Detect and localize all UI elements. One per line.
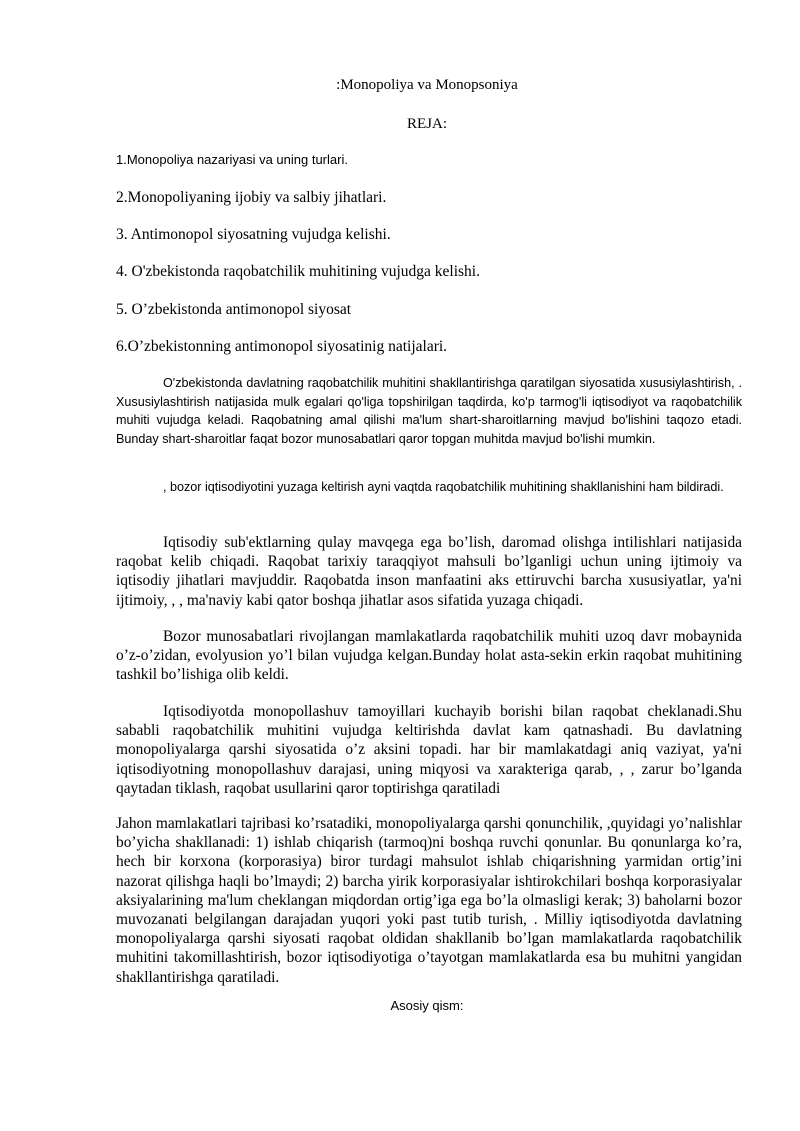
document-title: :Monopoliya va Monopsoniya [336, 77, 518, 93]
paragraph-3: Iqtisodiy sub'ektlarning qulay mavqega ega bo’lish, daromad olishga intilishlari natijasida raqobat kelib chiqadi. Raqobat tarixiy taraqqiyot mahsuli bo’lganligi uchun uning ijtimoiy va iqtisodiy jihatlari mavjuddir. Raqobatda inson manfaatini aks ettiruvchi barcha xususiyatlar, ya'ni ijtimoiy, , , ma'naviy kabi qator boshqa jihatlar asos sifatida yuzaga chiqadi. [116, 534, 742, 609]
paragraph-2: , bozor iqtisodiyotini yuzaga keltirish ayni vaqtda raqobatchilik muhitining shakllanishini ham bildiradi. [163, 480, 724, 494]
paragraph-5: Iqtisodiyotda monopollashuv tamoyillari kuchayib borishi bilan raqobat cheklanadi.Shu sababli raqobatchilik muhitini vujudga keltirishda davlat kam qatnashadi. Bu davlatning monopoliyalarga qarshi siyosatida o’z aksini topadi. har bir mamlakatdagi aniq vaziyat, ya'ni iqtisodiyotning monopollashuv darajasi, uning miqyosi va xarakteriga qarab, , , zarur bo’lganda qaytadan tiklash, raqobat usullarini qaror toptirishga qaratiladi [116, 703, 742, 797]
plan-item-6: 6.O’zbekistonning antimonopol siyosatinig natijalari. [116, 338, 448, 355]
plan-item-3: 3. Antimonopol siyosatning vujudga kelishi. [116, 226, 391, 243]
plan-item-1: 1.Monopoliya nazariyasi va uning turlari. [116, 152, 348, 167]
paragraph-4: Bozor munosabatlari rivojlangan mamlakatlarda raqobatchilik muhiti uzoq davr mobaynida o’z-o’zidan, evolyusion yo’l bilan vujudga kelgan.Bunday holat asta-sekin erkin raqobat muhitining tashkil bo’lishiga olib keldi. [116, 628, 742, 684]
section-heading: Asosiy qism: [390, 998, 464, 1013]
plan-item-5: 5. O’zbekistonda antimonopol siyosat [116, 301, 352, 318]
paragraph-6: Jahon mamlakatlari tajribasi ko’rsatadiki, monopoliyalarga qarshi qonunchilik, ,quyidagi yo’nalishlar bo’yicha shakllanadi: 1) ishlab chiqarish (tarmoq)ni boshqa ruvchi qonunlar. Bu qonunlarga ko’ra, hech bir korxona (korporasiya) biror turdagi mahsulot ishlab chiqarishning yarmidan ortig’ini nazorat qilishga haqli bo’lmaydi; 2) barcha yirik korporasiyalar ishtirokchilari boshqa korporasiyalar aksiyalarining ma'lum cheklangan miqdordan ortig’iga ega bo’la olmasligi kerak; 3) baholarni bozor muvozanati belgilangan darajadan yuqori yoki past tutib turish, . Milliy iqtisodiyotda davlatning monopoliyalarga qarshi siyosati raqobat oldidan shakllanib bo’lgan mamlakatlarda raqobatchilik muhitini takomillashtirish, bozor iqtisodiyotiga o’tayotgan mamlakatlarda esa bu muhitni yangidan shakllantirishga qaratiladi. [116, 815, 742, 986]
paragraph-1: O'zbekistonda davlatning raqobatchilik muhitini shakllantirishga qaratilgan siyosatida xususiylashtirish, . Xususiylashtirish natijasida mulk egalari qo'liga topshirilgan taqdirda, ko'p tarmog'li iqtisodiyot va raqobatchilik muhiti vujudga keladi. Raqobatning amal qilishi ma'lum shart-sharoitlarning mavjud bo'lishini taqozo etadi. Bunday shart-sharoitlar faqat bozor munosabatlari qaror topgan muhitda mavjud bo'lishi mumkin. [116, 376, 742, 446]
plan-item-2: 2.Monopoliyaning ijobiy va salbiy jihatlari. [116, 189, 387, 206]
plan-heading: REJA: [406, 116, 447, 132]
plan-item-4: 4. O'zbekistonda raqobatchilik muhitining vujudga kelishi. [116, 263, 480, 280]
